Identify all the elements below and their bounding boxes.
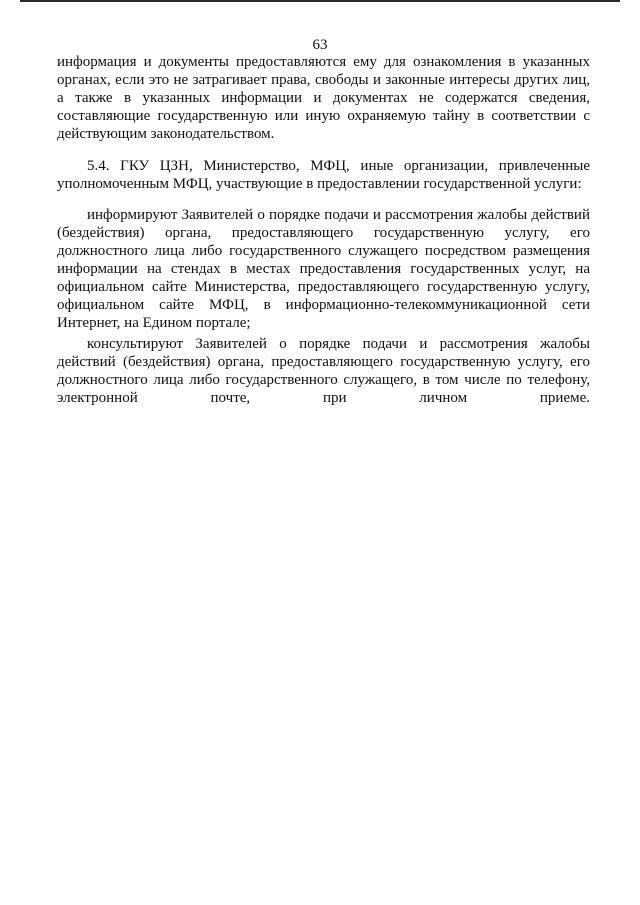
text-line: официальном сайте Министерства, предоставляющего государственную услугу, [57,279,590,295]
paragraph-continuation [57,53,590,143]
page-number: 63 [312,37,328,53]
text-line: электронной почте, при личном приеме. [57,390,590,406]
paragraph-consulting [57,335,590,407]
text-line: официальном сайте МФЦ, в информационно-телекоммуникационной сети [57,297,590,313]
paragraph-informing [57,206,590,332]
text-line: должностного лица либо государственного служащего посредством размещения [57,243,590,259]
text-line: должностного лица либо государственного служащего, в том числе по телефону, [57,372,590,388]
top-edge-line [20,0,620,2]
text-line: а также в указанных информации и документах не содержатся сведения, [57,90,590,106]
paragraph-clause-5-4 [57,157,590,193]
text-line: органах, если это не затрагивает права, свободы и законные интересы других лиц, [57,72,590,88]
text-line: уполномоченным МФЦ, участвующие в предоставлении государственной услуги: [57,176,582,192]
text-line: действующим законодательством. [57,126,275,142]
text-line: действий (бездействия) органа, предоставляющего государственную услугу, его [57,354,590,370]
text-line: информация и документы предоставляются ему для ознакомления в указанных [57,54,590,70]
text-line: составляющие государственную или иную охраняемую тайну в соответствии с [57,108,590,124]
text-line: консультируют Заявителей о порядке подачи и рассмотрения жалобы [87,336,590,352]
text-line: (бездействия) органа, предоставляющего государственную услугу, его [57,225,590,241]
text-line: Интернет, на Едином портале; [57,315,251,331]
text-line: информации на стендах в местах предоставления государственных услуг, на [57,261,590,277]
text-line: информируют Заявителей о порядке подачи и рассмотрения жалобы действий [87,207,590,223]
text-line: 5.4. ГКУ ЦЗН, Министерство, МФЦ, иные организации, привлеченные [87,158,590,174]
